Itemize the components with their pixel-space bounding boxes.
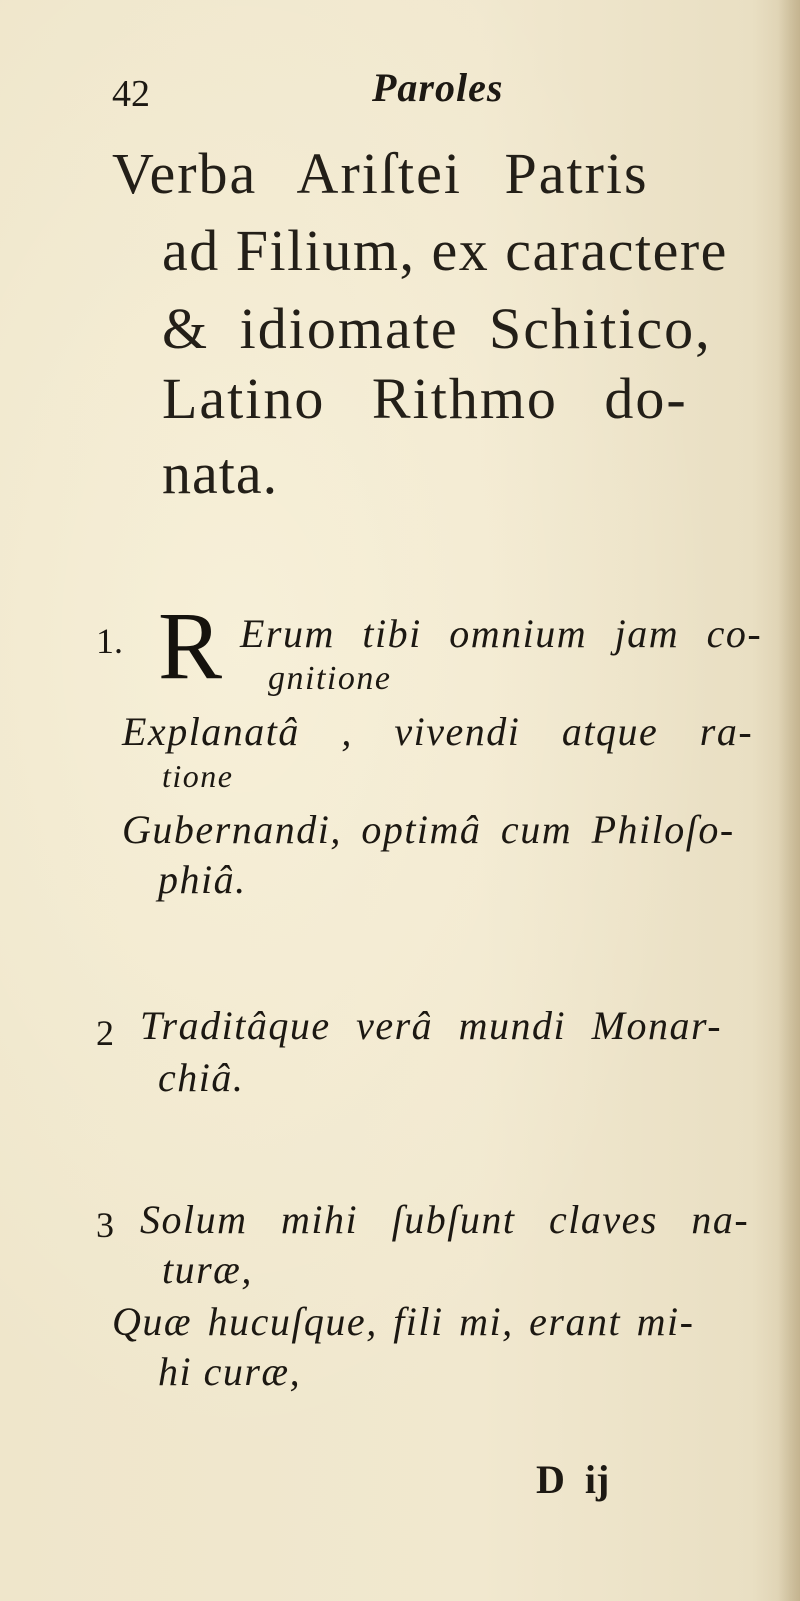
verse-3-number: 3 (96, 1205, 114, 1245)
running-title: Paroles (372, 65, 504, 110)
verse-1-number: 1. (96, 621, 123, 661)
verse-3-line-3: Quæ hucuſque, fili mi, erant mi- (112, 1299, 695, 1344)
title-line-3: & idiomate Schitico, (162, 296, 712, 361)
page-number: 42 (112, 73, 150, 115)
verse-3-line-2: turæ, (162, 1247, 253, 1292)
verse-1-line-3: Explanatâ , vivendi atque ra- (122, 709, 754, 754)
verse-1-drop-cap: R (158, 592, 223, 699)
verse-1-line-5: Gubernandi, optimâ cum Philoſo- (122, 807, 735, 852)
title-line-2: ad Filium, ex caractere (162, 218, 728, 283)
signature-mark: D ij (536, 1457, 610, 1502)
verse-3-line-4: hi curæ, (158, 1349, 302, 1394)
verse-1-line-1: Erum tibi omnium jam co- (240, 611, 763, 656)
verse-2-number: 2 (96, 1013, 114, 1053)
title-line-5: nata. (162, 441, 279, 506)
verse-3-line-1: Solum mihi ſubſunt claves na- (140, 1197, 750, 1242)
title-line-1: Verba Ariſtei Patris (112, 141, 649, 206)
verse-1-line-2: gnitione (268, 660, 392, 697)
title-line-4: Latino Rithmo do- (162, 366, 688, 431)
page-gutter-shadow (778, 0, 800, 1601)
verse-2-line-1: Traditâque verâ mundi Monar- (140, 1003, 723, 1048)
verse-2-line-2: chiâ. (158, 1055, 245, 1100)
verse-1-line-6: phiâ. (158, 857, 247, 902)
verse-1-line-4: tione (162, 758, 234, 794)
